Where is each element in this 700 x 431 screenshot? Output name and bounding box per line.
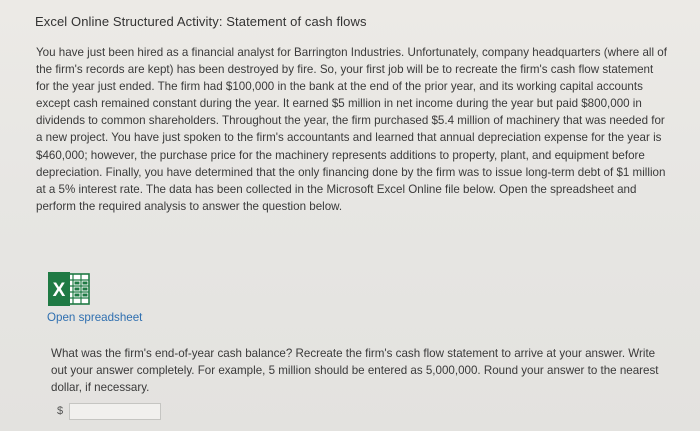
activity-title: Excel Online Structured Activity: Statement of cash flows bbox=[35, 14, 367, 29]
answer-row bbox=[57, 401, 161, 421]
svg-text:X: X bbox=[52, 280, 66, 301]
question-text: What was the firm's end-of-year cash balance? Recreate the firm's cash flow statement to arrive at your answer. Write out your answer completely. For example, 5 million should be entered as 5,000,000. Round your answer to the nearest dollar, if necessary. bbox=[51, 347, 659, 394]
open-spreadsheet-link[interactable]: Open spreadsheet bbox=[47, 311, 143, 324]
problem-statement: You have just been hired as a financial analyst for Barrington Industries. Unfortunately, company headquarters (where all of the firm's records are kept) has been destroyed by fire. So, your first job will be to recreate the firm's cash flow statement for the year just ended. The firm had $100,000 in the bank at the end of the prior year, and its working capital accounts except cash remained constant during the year. It earned $5 million in net income during the year but paid $800,000 in dividends to common shareholders. Throughout the year, the firm purchased $5.4 million of machinery that was needed for a new project. You have just spoken to the firm's accountants and learned that annual depreciation expense for the year is $460,000; however, the purchase price for the machinery represents additions to property, plant, and equipment before depreciation. Finally, you have determined that the only financing done by the firm was to issue long-term debt of $1 million at a 5% interest rate. The data has been collected in the Microsoft Excel Online file below. Open the spreadsheet and perform the required analysis to answer the question below. bbox=[36, 46, 667, 213]
currency-symbol: $ bbox=[57, 405, 64, 417]
excel-icon[interactable] bbox=[47, 271, 91, 307]
cash-balance-input[interactable] bbox=[69, 403, 161, 420]
